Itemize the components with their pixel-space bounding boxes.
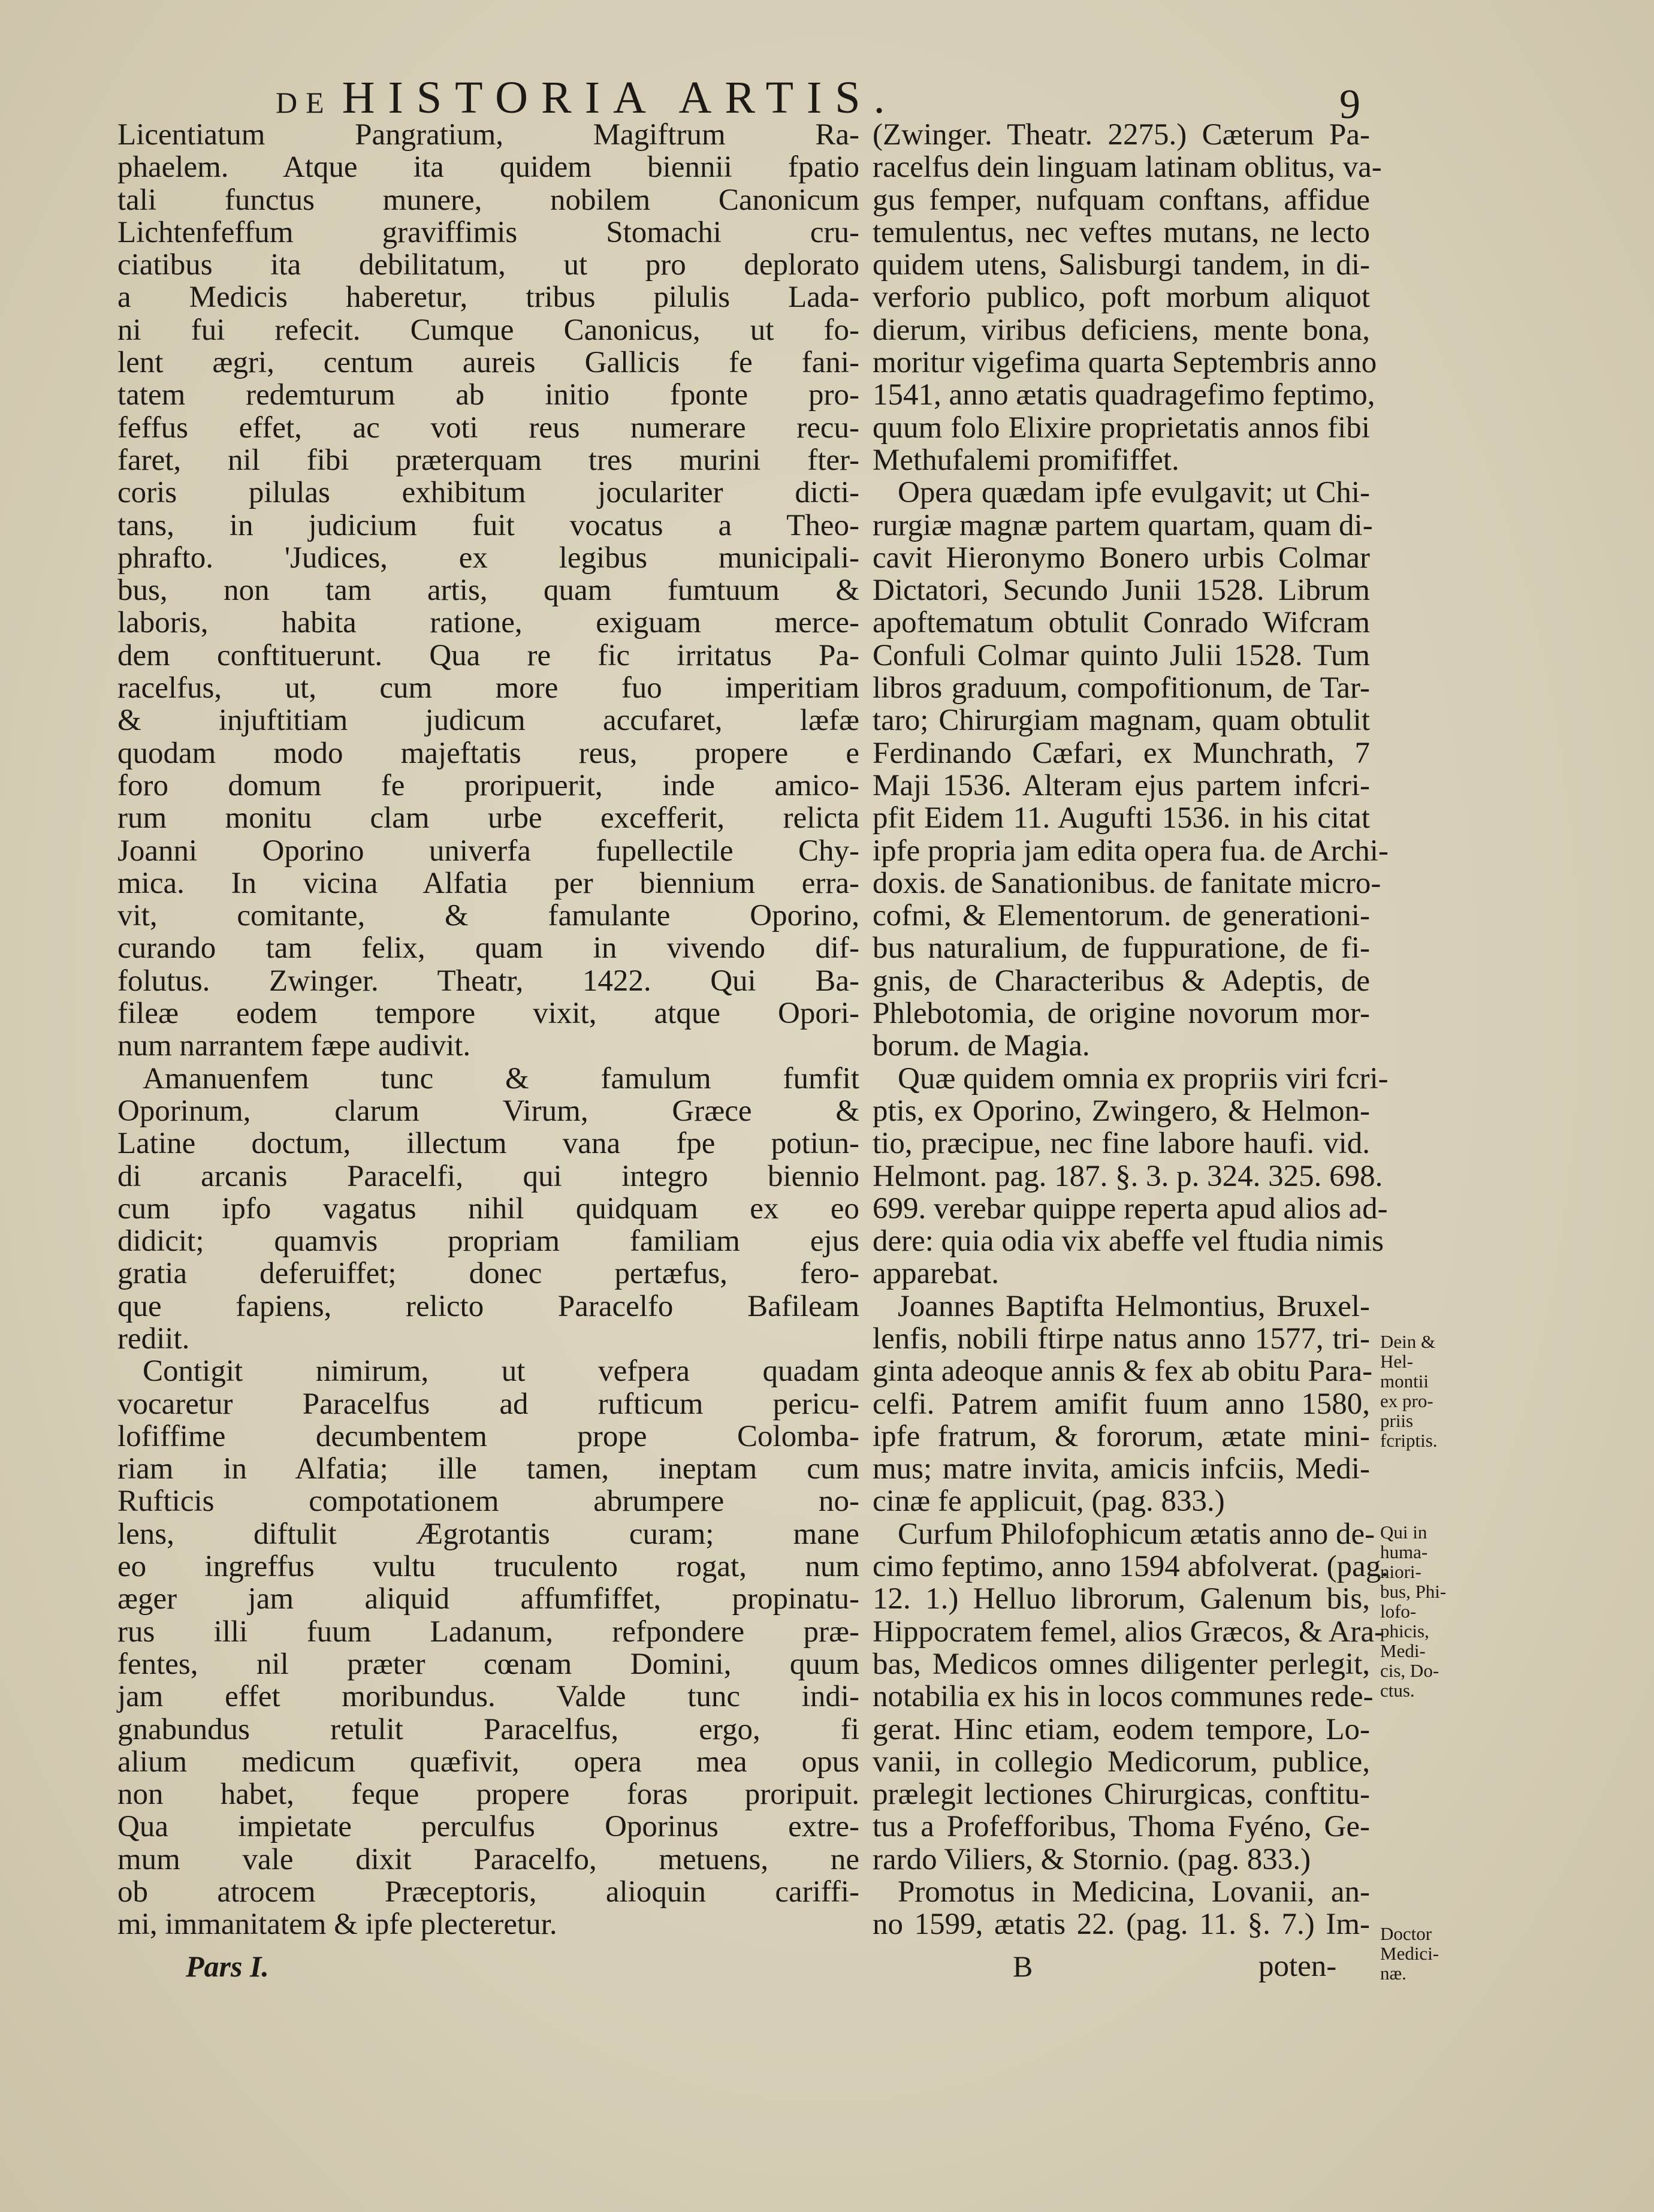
text-line: 699. verebar quippe reperta apud alios ad- [873,1191,1388,1226]
running-header [276,72,898,124]
signature-mark: B [1013,1950,1033,1983]
page-number: 9 [1339,82,1360,128]
text-line: taro; Chirurgiam magnam, quam obtulit [873,704,1370,738]
text-line: tus a Profefforibus, Thoma Fyéno, Ge- [873,1810,1370,1844]
text-line: alium medicum quæfivit, opera mea opus [117,1745,859,1779]
text-line: racelfus dein linguam latinam oblitus, va- [873,150,1382,185]
text-line: folutus. Zwinger. Theatr, 1422. Qui Ba- [117,964,859,998]
text-line: pfit Eidem 11. Augufti 1536. in his citat [873,801,1370,835]
text-line: doxis. de Sanationibus. de fanitate micro- [873,866,1381,900]
text-line: temulentus, nec veftes mutans, ne lecto [873,215,1370,249]
margin-note [1380,1924,1439,1983]
margin-note-line: cis, Do- [1380,1660,1439,1681]
text-line: Maji 1536. Alteram ejus partem infcri- [873,768,1370,802]
text-line: tali functus munere, nobilem Canonicum [117,183,859,217]
text-line: bas, Medicos omnes diligenter perlegit, [873,1647,1370,1681]
margin-note [1380,1522,1446,1700]
text-line: rardo Viliers, & Stornio. (pag. 833.) [873,1842,1311,1876]
text-line: mum vale dixit Paracelfo, metuens, ne [117,1842,859,1876]
text-line: apparebat. [873,1257,999,1291]
text-line: Dictatori, Secundo Junii 1528. Librum [873,574,1370,608]
text-line: fileæ eodem tempore vixit, atque Opori- [117,997,859,1031]
text-line: ciatibus ita debilitatum, ut pro deplorato [117,248,859,282]
header-title: HISTORIA ARTIS. [342,73,898,123]
text-line: lenfis, nobili ftirpe natus anno 1577, tri- [873,1321,1370,1356]
text-line: curando tam felix, quam in vivendo dif- [117,931,859,965]
text-line: que fapiens, relicto Paracelfo Bafileam [117,1289,859,1323]
margin-note-line: Doctor [1380,1923,1432,1944]
text-line: ginta adeoque annis & fex ab obitu Para- [873,1354,1373,1389]
text-line: eo ingreffus vultu truculento rogat, num [117,1550,859,1584]
margin-note-line: ex pro- [1380,1390,1433,1411]
margin-note-line: Qui in [1380,1522,1427,1543]
margin-note-line: niori- [1380,1561,1421,1582]
margin-note-line: priis [1380,1410,1414,1431]
text-line: Licentiatum Pangratium, Magiftrum Ra- [117,118,859,152]
text-line: Rufticis compotationem abrumpere no- [117,1484,859,1519]
text-line: Joanni Oporino univerfa fupellectile Chy- [117,834,859,868]
text-line: cimo feptimo, anno 1594 abfolverat. (pag. [873,1550,1389,1584]
text-line: rus illi fuum Ladanum, refpondere præ- [117,1615,859,1649]
text-line: (Zwinger. Theatr. 2275.) Cæterum Pa- [873,118,1370,152]
text-line: non habet, feque propere foras proripuit. [117,1778,859,1812]
text-line: vit, comitante, & famulante Oporino, [117,899,859,933]
text-line: tio, præcipue, nec fine labore haufi. vid. [873,1127,1370,1161]
text-line: ptis, ex Oporino, Zwingero, & Helmon- [873,1094,1370,1128]
text-line: 1541, anno ætatis quadragefimo feptimo, [873,378,1375,412]
margin-note-line: phicis, [1380,1620,1429,1641]
text-line: Oporinum, clarum Virum, Græce & [117,1094,859,1128]
text-line: Ferdinando Cæfari, ex Munchrath, 7 [873,736,1370,770]
text-line: quidem utens, Salisburgi tandem, in di- [873,248,1370,282]
text-line: rurgiæ magnæ partem quartam, quam di- [873,508,1373,542]
text-line: tatem redemturum ab initio fponte pro- [117,378,859,412]
text-line: æger jam aliquid affumfiffet, propinatu- [117,1582,859,1616]
text-line: Quæ quidem omnia ex propriis viri fcri- [898,1061,1389,1096]
text-line: Opera quædam ipfe evulgavit; ut Chi- [898,476,1370,510]
text-line: ipfe fratrum, & fororum, ætate mini- [873,1419,1370,1453]
text-line: jam effet moribundus. Valde tunc indi- [117,1680,859,1714]
margin-note-line: Medici- [1380,1943,1439,1964]
text-line: feffus effet, ac voti reus numerare recu- [117,411,859,445]
text-line: rum monitu clam urbe excefferit, relicta [117,801,859,835]
text-line: dem conftituerunt. Qua re fic irritatus Pa- [117,638,859,672]
margin-note-line: bus, Phi- [1380,1581,1447,1602]
text-line: verforio publico, poft morbum aliquot [873,280,1370,315]
text-line: celfi. Patrem amifit fuum anno 1580, [873,1387,1370,1421]
margin-note-line: fcriptis. [1380,1430,1438,1451]
margin-note-line: lofo- [1380,1601,1417,1622]
text-line: Phlebotomia, de origine novorum mor- [873,997,1370,1031]
text-line: racelfus, ut, cum more fuo imperitiam [117,671,859,705]
text-line: vanii, in collegio Medicorum, publice, [873,1745,1370,1779]
text-line: gratia deferuiffet; donec pertæfus, fero- [117,1257,859,1291]
text-line: vocaretur Paracelfus ad rufticum pericu- [117,1387,859,1421]
text-line: moritur vigefima quarta Septembris anno [873,346,1377,380]
text-line: mi, immanitatem & ipfe plecteretur. [117,1908,557,1942]
text-line: cofmi, & Elementorum. de generationi- [873,899,1370,933]
margin-note-line: Medi- [1380,1640,1426,1661]
text-line: Qua impietate perculfus Oporinus extre- [117,1810,859,1844]
text-line: faret, nil fibi præterquam tres murini fter- [117,443,859,477]
text-line: notabilia ex his in locos communes rede- [873,1680,1374,1714]
text-line: gerat. Hinc etiam, eodem tempore, Lo- [873,1712,1370,1746]
text-line: ipfe propria jam edita opera fua. de Archi- [873,834,1389,868]
catchword: poten- [1258,1950,1337,1983]
text-line: Amanuenfem tunc & famulum fumfit [143,1061,859,1096]
text-line: no 1599, ætatis 22. (pag. 11. §. 7.) Im- [873,1908,1370,1942]
margin-note-line: ctus. [1380,1680,1415,1701]
text-line: num narrantem fæpe audivit. [117,1029,471,1063]
text-line: Lichtenfeffum graviffimis Stomachi cru- [117,215,859,249]
text-line: Promotus in Medicina, Lovanii, an- [898,1875,1370,1909]
text-line: cinæ fe applicuit, (pag. 833.) [873,1484,1225,1519]
text-line: foro domum fe proripuerit, inde amico- [117,768,859,802]
text-line: Joannes Baptifta Helmontius, Bruxel- [898,1289,1370,1323]
text-line: mus; matre invita, amicis infciis, Medi- [873,1452,1370,1486]
text-line: Methufalemi promififfet. [873,443,1179,477]
text-line: prælegit lectiones Chirurgicas, conftitu- [873,1778,1370,1812]
text-line: mica. In vicina Alfatia per biennium erra- [117,866,859,900]
text-line: rediit. [117,1321,190,1356]
text-line: quodam modo majeftatis reus, propere e [117,736,859,770]
header-prefix: DE [276,86,333,119]
text-line: phrafto. 'Judices, ex legibus municipali- [117,541,859,575]
text-line: quum folo Elixire proprietatis annos fibi [873,411,1370,445]
margin-note-line: næ. [1380,1963,1406,1984]
text-line: riam in Alfatia; ille tamen, ineptam cum [117,1452,859,1486]
text-line: Latine doctum, illectum vana fpe potiun- [117,1127,859,1161]
text-line: 12. 1.) Helluo librorum, Galenum bis, [873,1582,1370,1616]
text-line: borum. de Magia. [873,1029,1090,1063]
margin-note-line: Hel- [1380,1351,1414,1372]
margin-note-line: montii [1380,1371,1429,1392]
text-line: lent ægri, centum aureis Gallicis fe fani- [117,346,859,380]
text-line: ni fui refecit. Cumque Canonicus, ut fo- [117,313,859,347]
text-line: apoftematum obtulit Conrado Wifcram [873,606,1370,640]
text-line: lofiffime decumbentem prope Colomba- [117,1419,859,1453]
text-line: didicit; quamvis propriam familiam ejus [117,1224,859,1259]
text-line: a Medicis haberetur, tribus pilulis Lada- [117,280,859,315]
margin-note-line: Dein & [1380,1331,1436,1352]
text-line: Confuli Colmar quinto Julii 1528. Tum [873,638,1370,672]
text-line: laboris, habita ratione, exiguam merce- [117,606,859,640]
margin-note-line: huma- [1380,1541,1428,1562]
part-label: Pars I. [186,1950,269,1983]
right-column [873,118,1389,1942]
text-line: bus, non tam artis, quam fumtuum & [117,574,859,608]
text-line: & injuftitiam judicum accufaret, læfæ [117,704,859,738]
text-line: Helmont. pag. 187. §. 3. p. 324. 325. 698. [873,1159,1383,1193]
text-line: gnis, de Characteribus & Adeptis, de [873,964,1370,998]
text-line: dere: quia odia vix abeffe vel ftudia nimis [873,1224,1384,1259]
text-line: libros graduum, compofitionum, de Tar- [873,671,1370,705]
text-line: cavit Hieronymo Bonero urbis Colmar [873,541,1370,575]
text-line: gnabundus retulit Paracelfus, ergo, fi [117,1712,859,1746]
text-line: gus femper, nufquam conftans, affidue [873,183,1370,217]
text-line: Contigit nimirum, ut vefpera quadam [143,1354,859,1389]
text-line: ob atrocem Præceptoris, alioquin cariffi- [117,1875,859,1909]
left-column [117,119,859,1941]
text-line: Hippocratem femel, alios Græcos, & Ara- [873,1615,1385,1649]
text-line: cum ipfo vagatus nihil quidquam ex eo [117,1191,859,1226]
text-line: lens, diftulit Ægrotantis curam; mane [117,1517,859,1551]
text-line: di arcanis Paracelfi, qui integro biennio [117,1159,859,1193]
text-line: Curfum Philofophicum ætatis anno de- [898,1517,1375,1551]
text-line: dierum, viribus deficiens, mente bona, [873,313,1370,347]
text-line: coris pilulas exhibitum joculariter dicti- [117,476,859,510]
text-line: bus naturalium, de fuppuratione, de fi- [873,931,1370,965]
text-line: phaelem. Atque ita quidem biennii fpatio [117,150,859,185]
text-line: fentes, nil præter cœnam Domini, quum [117,1647,859,1681]
margin-note [1380,1332,1438,1450]
text-line: tans, in judicium fuit vocatus a Theo- [117,508,859,542]
